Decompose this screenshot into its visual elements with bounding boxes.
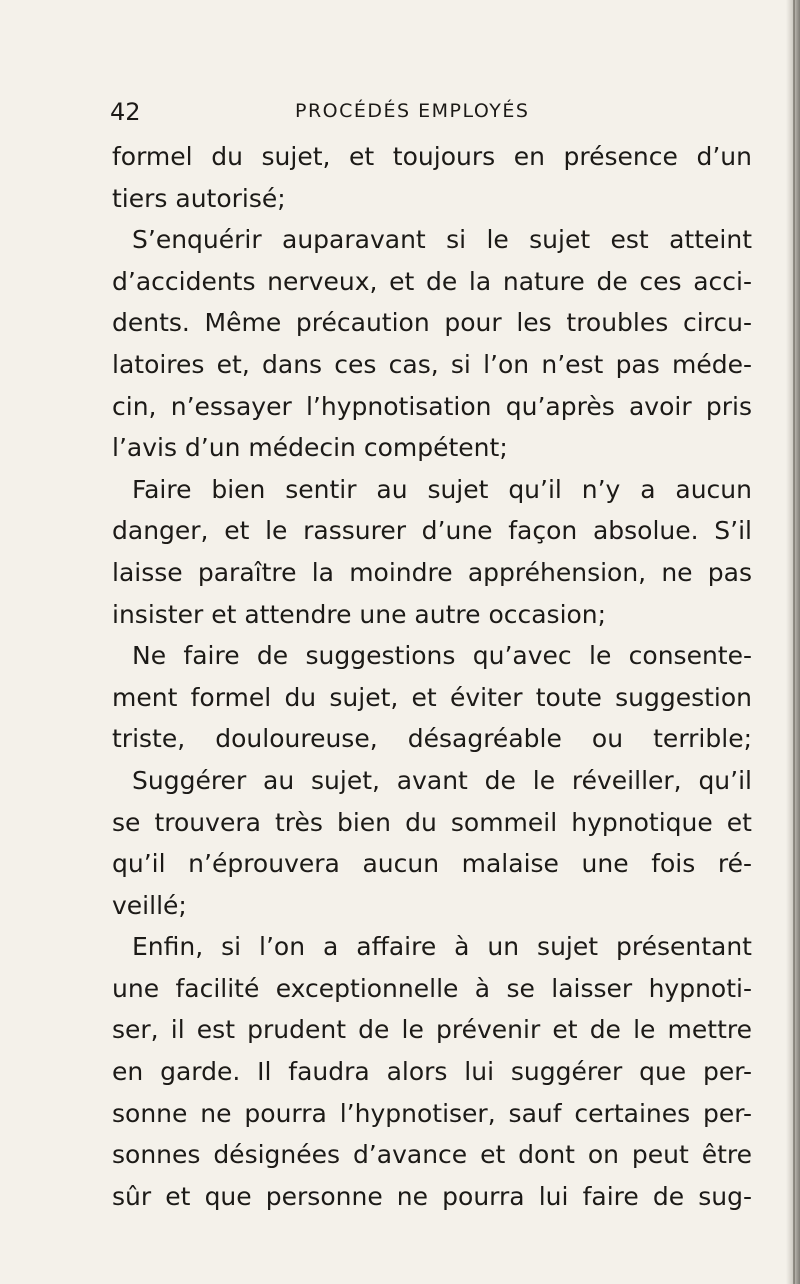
text-line: formel du sujet, et toujours en présence d’un	[112, 142, 752, 171]
text-line: latoires et, dans ces cas, si l’on n’est pas méde-	[112, 349, 752, 379]
text-line: une facilité exceptionnelle à se laisser hypnoti-	[112, 973, 752, 1003]
text-line: insister et attendre une autre occasion;	[112, 599, 607, 629]
text-line: triste, douloureuse, désagréable ou terrible;	[112, 724, 752, 754]
text-line: danger, et le rassurer d’une façon absolue. S’il	[112, 516, 752, 546]
text-line: cin, n’essayer l’hypnotisation qu’après avoir pris	[112, 391, 752, 421]
text-line: sonne ne pourra l’hypnotiser, sauf certaines per-	[112, 1098, 752, 1128]
text-line: veillé;	[112, 890, 187, 920]
text-line: se trouvera très bien du sommeil hypnotique et	[112, 807, 752, 837]
running-head: PROCÉDÉS EMPLOYÉS	[295, 100, 530, 122]
text-line: sonnes désignées d’avance et dont on peut être	[112, 1140, 752, 1170]
text-line: sûr et que personne ne pourra lui faire de sug-	[112, 1181, 752, 1211]
text-line: l’avis d’un médecin compétent;	[112, 433, 508, 463]
text-line: Suggérer au sujet, avant de le réveiller, qu’il	[132, 765, 752, 795]
text-line: en garde. Il faudra alors lui suggérer que per-	[112, 1057, 752, 1087]
page-edge-line	[793, 0, 795, 1284]
text-line: d’accidents nerveux, et de la nature de ces acci-	[112, 266, 752, 296]
text-line: tiers autorisé;	[112, 183, 286, 213]
page-number: 42	[110, 98, 141, 126]
page-header	[110, 98, 750, 128]
text-line: dents. Même précaution pour les troubles circu-	[112, 308, 752, 338]
body-text	[112, 136, 752, 1217]
text-line: S’enquérir auparavant si le sujet est atteint	[132, 225, 752, 255]
text-line: Faire bien sentir au sujet qu’il n’y a aucun	[132, 474, 752, 504]
text-line: qu’il n’éprouvera aucun malaise une fois ré-	[112, 849, 752, 879]
text-line: ser, il est prudent de le prévenir et de le mettre	[112, 1015, 752, 1045]
text-line: laisse paraître la moindre appréhension, ne pas	[112, 557, 752, 587]
text-line: ment formel du sujet, et éviter toute suggestion	[112, 682, 752, 712]
text-line: Enfin, si l’on a affaire à un sujet présentant	[132, 932, 752, 962]
text-line: Ne faire de suggestions qu’avec le consente-	[132, 641, 752, 671]
